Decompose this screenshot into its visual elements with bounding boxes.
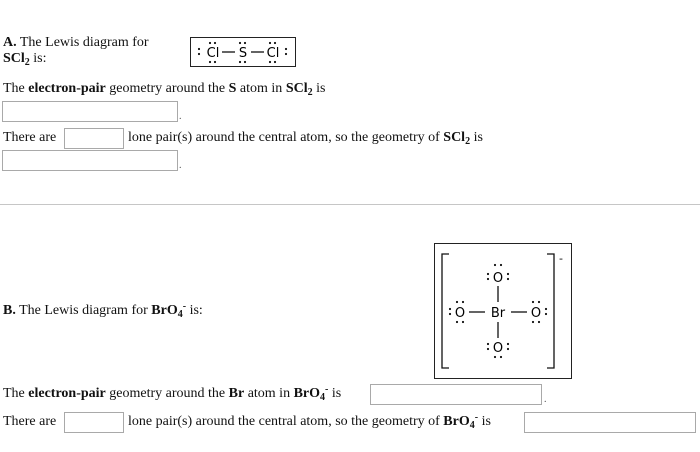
bro4-bottom-atom: O (492, 341, 504, 356)
part-b-q2-prefix: There are (3, 414, 57, 429)
scl2-center-atom: S (238, 46, 248, 61)
part-a-prefix-2 (3, 130, 56, 146)
part-a-q1-sub: 2 (307, 87, 313, 98)
part-b-q1-formula: BrO (293, 386, 321, 401)
part-b-input-1-marker: . (544, 394, 547, 405)
part-a-q2-sub: 2 (465, 136, 471, 147)
part-b-q1-sub: 4 (320, 392, 326, 403)
scl2-left-atom: Cl (206, 46, 220, 61)
lewis-diagram-bro4-svg (435, 244, 571, 378)
part-a-q1-prefix: The (3, 81, 29, 96)
part-b-q2-formula: BrO (443, 414, 470, 429)
part-b-formula-sub: 4 (177, 309, 183, 320)
part-b-q1-atom: Br (228, 386, 245, 401)
part-a-lone-pairs-input[interactable] (64, 128, 124, 149)
part-b-electron-geometry-input[interactable] (370, 384, 542, 405)
part-a-q1-suffix: is (312, 81, 326, 96)
part-a-input-3-marker: . (179, 160, 182, 171)
part-b-formula: BrO (151, 303, 178, 318)
part-a-q2-formula: SCl (443, 130, 466, 145)
part-a-q1-after-atom: atom in (236, 81, 286, 96)
part-b-q1-suffix: is (328, 386, 342, 401)
part-a-formula-sub: 2 (24, 57, 30, 68)
part-b-formula-sup: - (182, 301, 187, 312)
part-b-molecular-geometry-input[interactable] (524, 412, 696, 433)
part-a-molecular-geometry-input[interactable] (2, 150, 178, 171)
part-a-q1-middle: geometry around the (105, 81, 229, 96)
part-a-intro-formula (3, 51, 47, 67)
lewis-diagram-scl2-svg (191, 38, 295, 66)
part-a-label: A. (3, 35, 17, 50)
part-b-q1-sup: - (325, 384, 329, 395)
part-a-q2-prefix: There are (3, 130, 57, 145)
part-a-electron-geometry-input[interactable] (2, 101, 178, 122)
part-b-q1-prefix: The (3, 386, 29, 401)
part-a-intro-suffix: is: (29, 51, 47, 66)
part-a-q2-suffix: is (470, 130, 483, 145)
bro4-left-atom: O (454, 306, 466, 321)
bro4-center-atom: Br (490, 306, 506, 321)
part-b-intro-suffix: is: (186, 303, 203, 318)
part-b-question-1 (3, 386, 341, 402)
part-b-question-2 (128, 414, 491, 430)
part-b-q2-middle: lone pair(s) around the central atom, so the geometry of (128, 414, 444, 429)
part-a-q1-bold: electron-pair (28, 81, 106, 96)
part-a-input-1-marker: . (179, 111, 182, 122)
part-a-question-1 (3, 81, 325, 97)
part-b-q2-sup: - (474, 412, 479, 423)
section-divider (0, 204, 700, 205)
part-a-question-2 (128, 130, 483, 146)
part-a-q1-atom: S (228, 81, 237, 96)
part-a-q1-formula: SCl (285, 81, 308, 96)
part-b-intro-text: The Lewis diagram for (15, 303, 152, 318)
bro4-charge: - (559, 252, 563, 265)
part-a-intro (3, 35, 149, 51)
part-b-intro (3, 303, 203, 319)
part-b-lone-pairs-input[interactable] (64, 412, 124, 433)
bro4-top-atom: O (492, 271, 504, 286)
part-a-q2-middle: lone pair(s) around the central atom, so the geometry of (128, 130, 444, 145)
part-a-formula: SCl (3, 51, 25, 66)
part-b-q1-after-atom: atom in (244, 386, 294, 401)
part-b-q1-middle: geometry around the (105, 386, 229, 401)
part-b-q2-suffix: is (478, 414, 491, 429)
lewis-diagram-scl2 (190, 37, 296, 67)
part-b-label: B. (3, 303, 16, 318)
scl2-right-atom: Cl (266, 46, 280, 61)
part-b-q1-bold: electron-pair (28, 386, 106, 401)
bro4-right-atom: O (530, 306, 542, 321)
part-a-intro-text: The Lewis diagram for (19, 35, 149, 50)
lewis-diagram-bro4 (434, 243, 572, 379)
part-b-q2-sub: 4 (469, 420, 475, 431)
part-b-prefix-2 (3, 414, 56, 430)
